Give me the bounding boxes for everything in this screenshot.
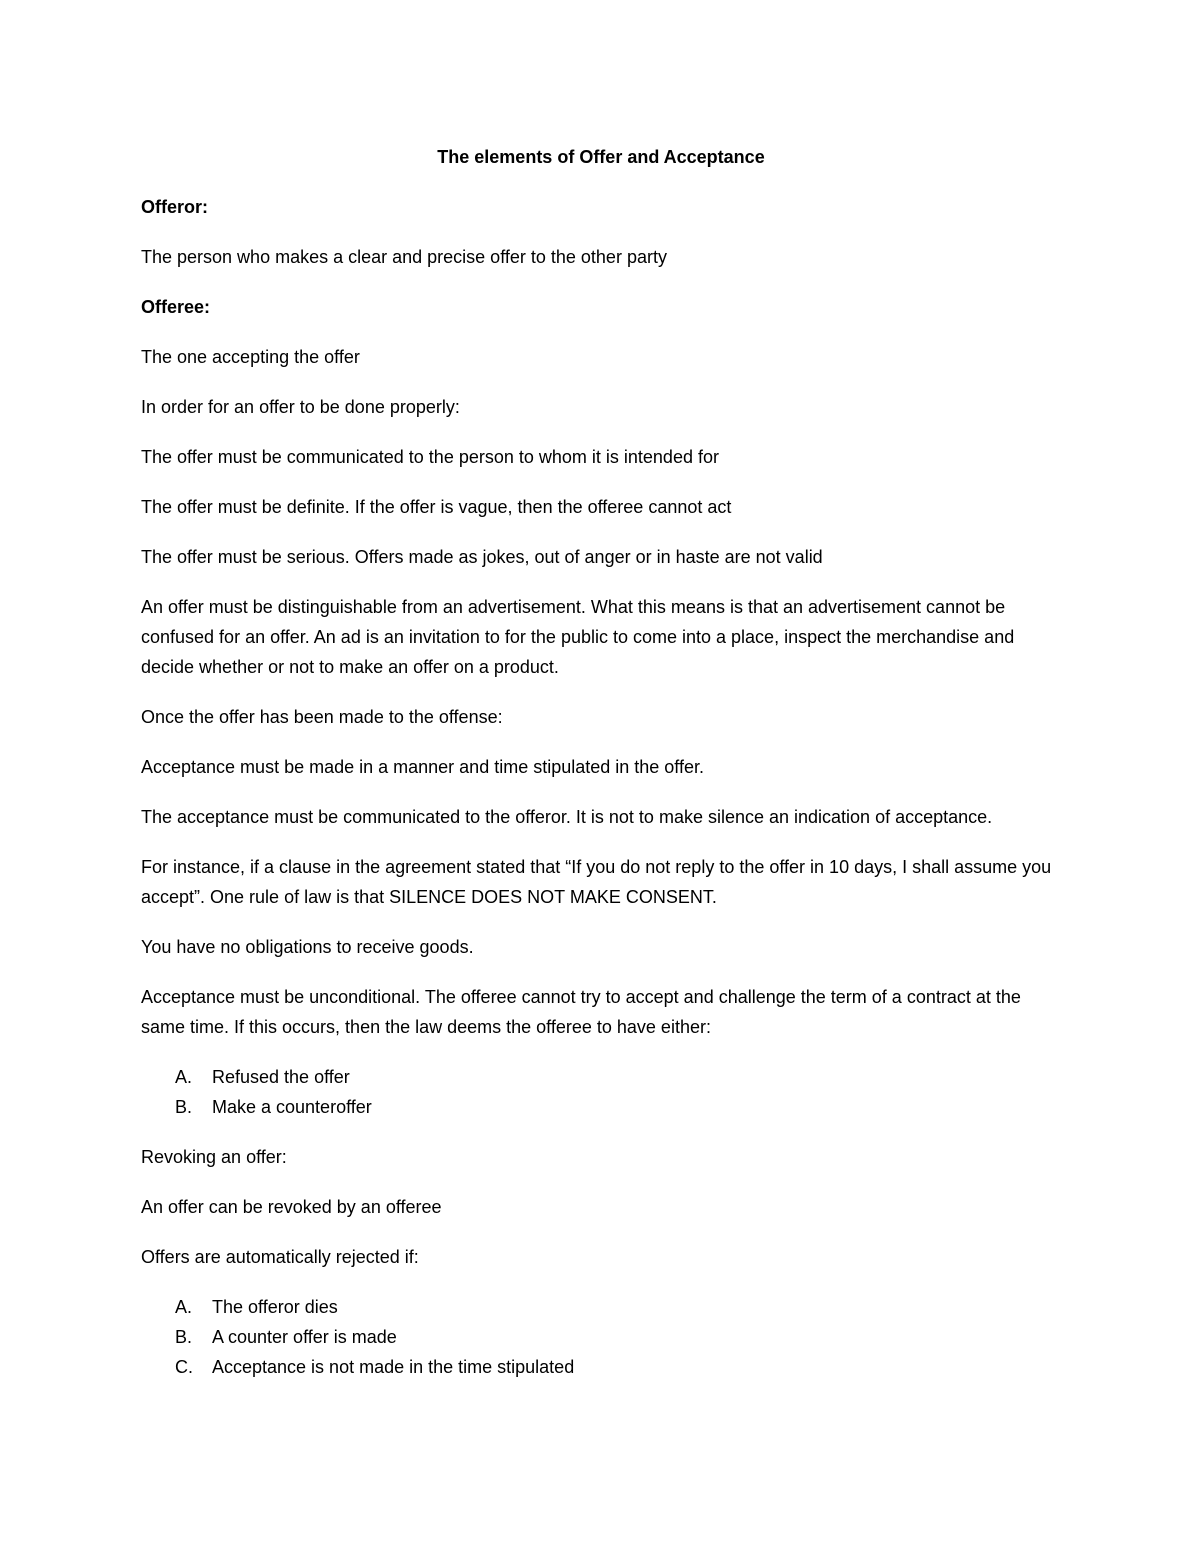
- acceptance-manner: Acceptance must be made in a manner and time stipulated in the offer.: [141, 757, 705, 777]
- revoked-text: An offer can be revoked by an offeree: [141, 1197, 442, 1217]
- list-marker: B.: [175, 1327, 193, 1347]
- list-marker: A.: [175, 1297, 193, 1317]
- offeree-heading: Offeree:: [141, 297, 211, 317]
- list-marker: C.: [175, 1357, 193, 1377]
- auto-rejected-intro: Offers are automatically rejected if:: [141, 1247, 419, 1267]
- list-item: [141, 1062, 1061, 1092]
- list-item-text: Make a counteroffer: [212, 1097, 372, 1117]
- list-item-text: The offeror dies: [212, 1297, 338, 1317]
- offer-rule-definite: The offer must be definite. If the offer is vague, then the offeree cannot act: [141, 497, 732, 517]
- acceptance-unconditional: Acceptance must be unconditional. The offeree cannot try to accept and challenge the term of a contract at the same time. If this occurs, then the law deems the offeree to have either:: [141, 987, 1021, 1037]
- offeror-heading: Offeror:: [141, 197, 208, 217]
- document-title: The elements of Offer and Acceptance: [437, 147, 765, 167]
- list-item: [141, 1092, 1061, 1122]
- document-body: [141, 142, 1061, 1402]
- list-item: [141, 1352, 1061, 1382]
- once-intro: Once the offer has been made to the offense:: [141, 707, 503, 727]
- silence-example: For instance, if a clause in the agreement stated that “If you do not reply to the offer in 10 days, I shall assume you accept”. One rule of law is that SILENCE DOES NOT MAKE CONSENT.: [141, 857, 1052, 907]
- offer-rule-advertisement: An offer must be distinguishable from an advertisement. What this means is that an advertisement cannot be confused for an offer. An ad is an invitation to for the public to come into a place, inspect the merchandise and decide whether or not to make an offer on a product.: [141, 597, 1015, 677]
- list-item-text: Acceptance is not made in the time stipulated: [212, 1357, 575, 1377]
- list-item-text: A counter offer is made: [212, 1327, 397, 1347]
- order-intro: In order for an offer to be done properly:: [141, 397, 460, 417]
- offer-rule-serious: The offer must be serious. Offers made as jokes, out of anger or in haste are not valid: [141, 547, 823, 567]
- list-marker: A.: [175, 1067, 193, 1087]
- no-obligation: You have no obligations to receive goods.: [141, 937, 474, 957]
- list-item-text: Refused the offer: [212, 1067, 350, 1087]
- offeree-definition: The one accepting the offer: [141, 347, 360, 367]
- list-item: [141, 1322, 1061, 1352]
- acceptance-communicated: The acceptance must be communicated to the offeror. It is not to make silence an indication of acceptance.: [141, 807, 993, 827]
- list-marker: B.: [175, 1097, 193, 1117]
- offeror-definition: The person who makes a clear and precise offer to the other party: [141, 247, 667, 267]
- revoking-heading: Revoking an offer:: [141, 1147, 287, 1167]
- offer-rule-communicated: The offer must be communicated to the person to whom it is intended for: [141, 447, 719, 467]
- rejected-list: [141, 1292, 1061, 1382]
- list-item: [141, 1292, 1061, 1322]
- either-list: [141, 1062, 1061, 1122]
